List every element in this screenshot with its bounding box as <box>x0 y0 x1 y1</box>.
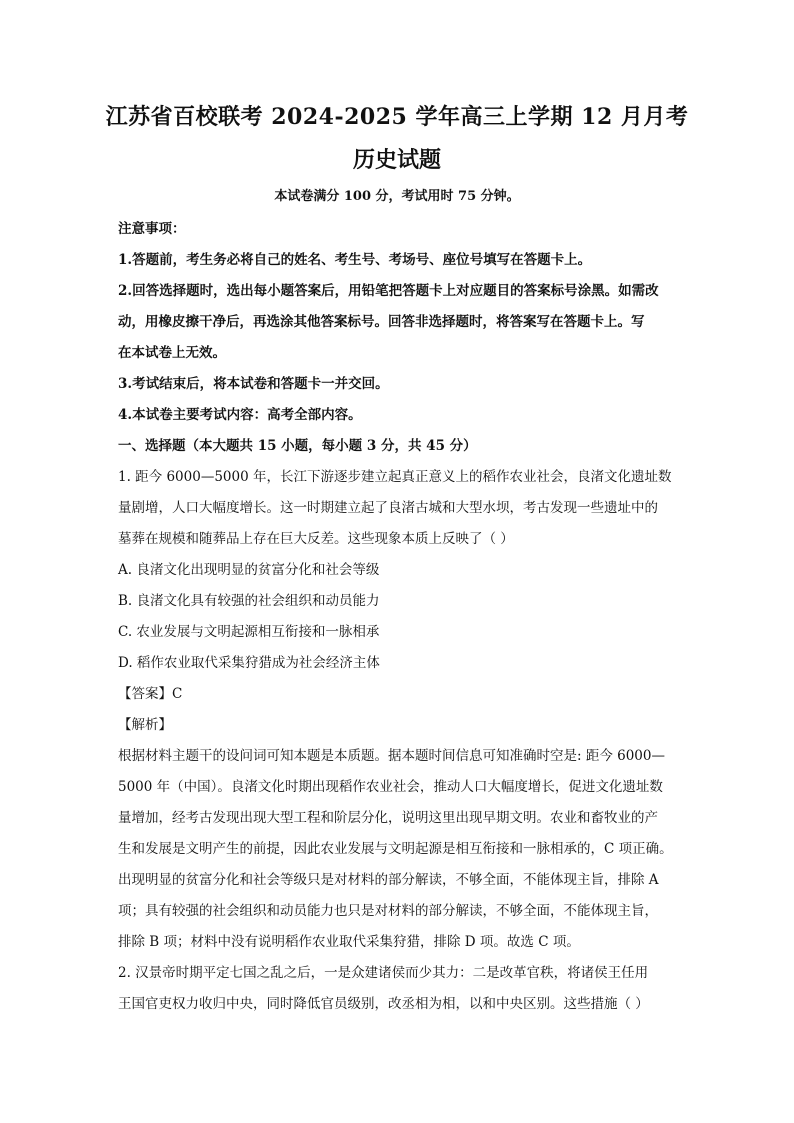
analysis-text: 项；具有较强的社会组织和动员能力也只是对材料的部分解读，不够全面，不能体现主旨， <box>118 903 658 919</box>
note-item: 1.答题前，考生务必将自己的姓名、考生号、考场号、座位号填写在答题卡上。 <box>118 252 592 268</box>
note-item: 3.考试结束后，将本试卷和答题卡一并交回。 <box>118 376 389 392</box>
question-stem: 王国官吏权力收归中央，同时降低官员级别，改丞相为相，以和中央区别。这些措施（ ） <box>118 996 649 1012</box>
answer-label: 【答案】C <box>118 686 183 702</box>
exam-title: 江苏省百校联考 2024-2025 学年高三上学期 12 月月考 <box>105 104 689 130</box>
notes-heading: 注意事项： <box>118 221 186 237</box>
analysis-label: 【解析】 <box>118 717 172 733</box>
note-item: 4.本试卷主要考试内容：高考全部内容。 <box>118 407 362 423</box>
question-stem: 墓葬在规模和随葬品上存在巨大反差。这些现象本质上反映了（ ） <box>118 531 514 547</box>
analysis-text: 根据材料主题干的设问词可知本题是本质题。据本题时间信息可知准确时空是: 距今 6000— <box>118 748 665 764</box>
analysis-text: 出现明显的贫富分化和社会等级只是对材料的部分解读，不够全面，不能体现主旨，排除 A <box>118 872 659 888</box>
option-a: A. 良渚文化出现明显的贫富分化和社会等级 <box>118 562 380 578</box>
option-d: D. 稻作农业取代采集狩猎成为社会经济主体 <box>118 655 380 671</box>
note-item: 动，用橡皮擦干净后，再选涂其他答案标号。回答非选择题时，将答案写在答题卡上。写 <box>118 314 645 330</box>
question-stem: 2. 汉景帝时期平定七国之乱之后，一是众建诸侯而少其力：二是改革官秩，将诸侯王任用 <box>118 965 649 981</box>
analysis-text: 5000 年（中国）。良渚文化时期出现稻作农业社会，推动人口大幅度增长，促进文化遗址数 <box>118 779 663 795</box>
option-b: B. 良渚文化具有较强的社会组织和动员能力 <box>118 593 380 609</box>
exam-meta: 本试卷满分 100 分，考试用时 75 分钟。 <box>274 189 520 204</box>
analysis-text: 排除 B 项；材料中没有说明稻作农业取代采集狩猎，排除 D 项。故选 C 项。 <box>118 934 580 950</box>
exam-subject: 历史试题 <box>352 147 441 173</box>
question-stem: 量剧增，人口大幅度增长。这一时期建立起了良渚古城和大型水坝，考古发现一些遗址中的 <box>118 500 658 516</box>
note-item: 在本试卷上无效。 <box>118 345 226 361</box>
note-item: 2.回答选择题时，选出每小题答案后，用铅笔把答题卡上对应题目的答案标号涂黑。如需改 <box>118 283 659 299</box>
section-heading: 一、选择题（本大题共 15 小题，每小题 3 分，共 45 分） <box>118 438 477 454</box>
option-c: C. 农业发展与文明起源相互衔接和一脉相承 <box>118 624 380 640</box>
analysis-text: 生和发展是文明产生的前提，因此农业发展与文明起源是相互衔接和一脉相承的，C 项正确。 <box>118 841 673 857</box>
analysis-text: 量增加，经考古发现出现大型工程和阶层分化，说明这里出现早期文明。农业和畜牧业的产 <box>118 810 658 826</box>
exam-body <box>118 214 678 1020</box>
question-stem: 1. 距今 6000—5000 年，长江下游逐步建立起真正意义上的稻作农业社会，良渚文化遗址数 <box>118 469 672 485</box>
